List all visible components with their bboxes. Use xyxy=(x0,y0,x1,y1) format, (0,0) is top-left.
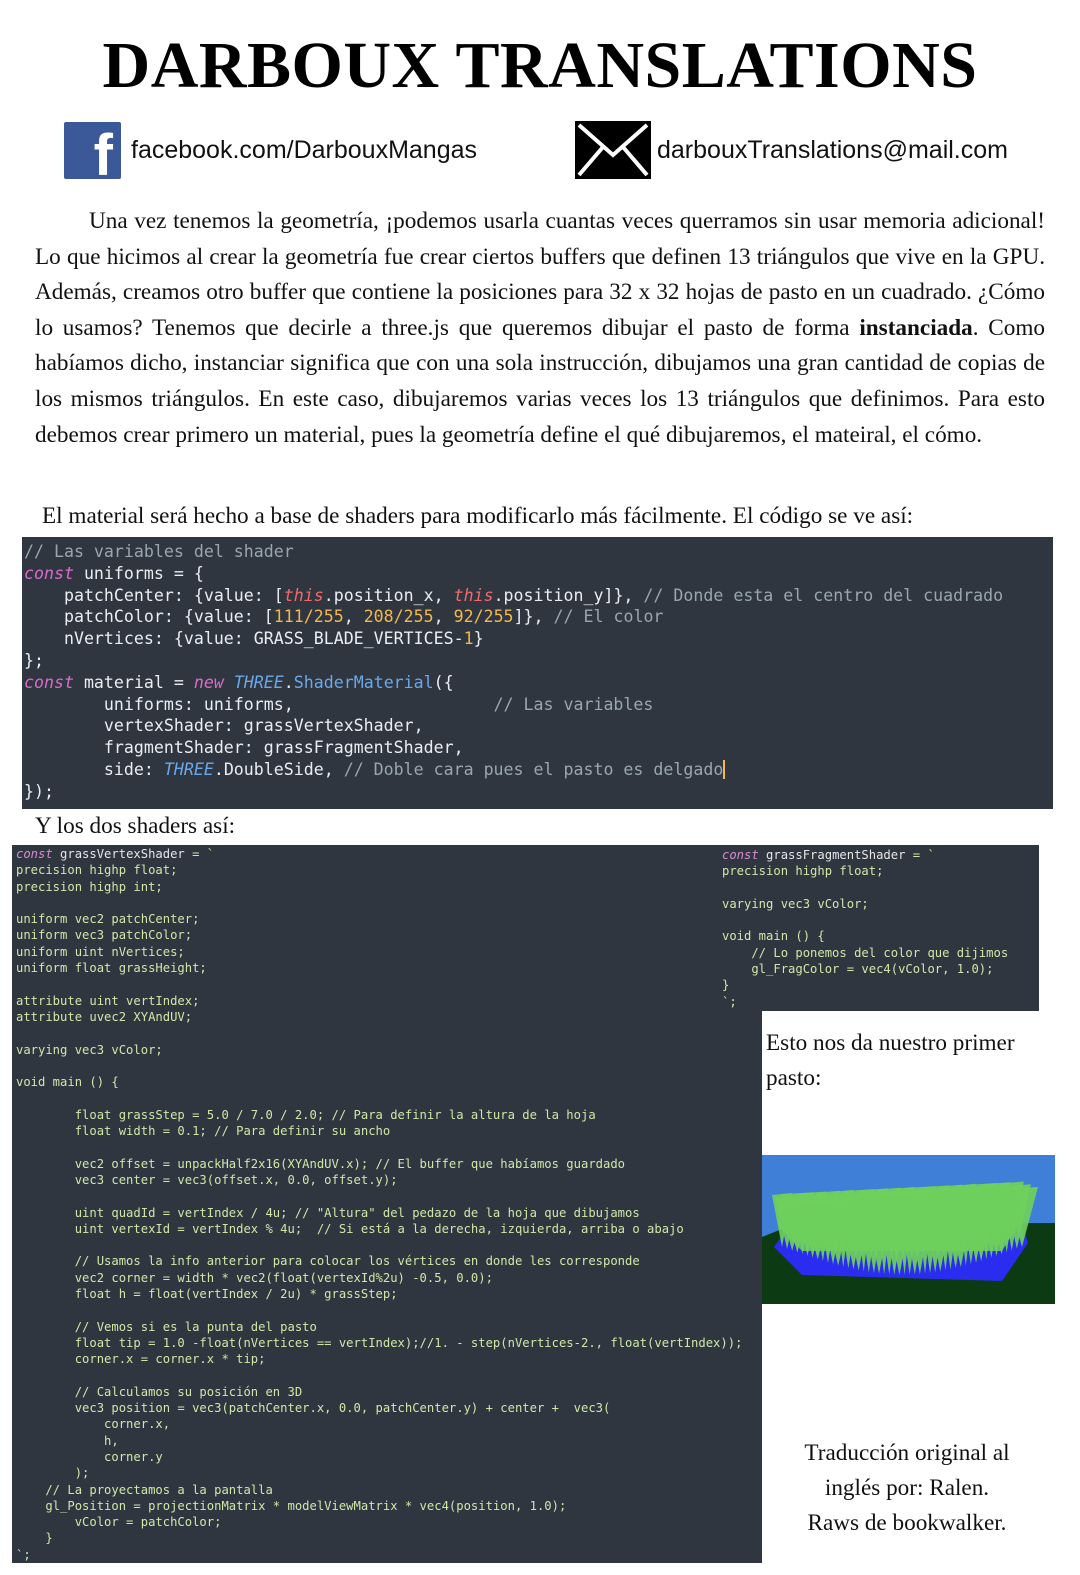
body-paragraph xyxy=(35,204,1045,453)
code-line: precision highp float; xyxy=(16,863,178,878)
code-line xyxy=(16,1058,762,1074)
code-line: vertexShader: grassVertexShader, xyxy=(24,716,424,736)
code-line: } xyxy=(722,978,730,993)
code-line: } xyxy=(16,1531,53,1546)
code-line xyxy=(16,1139,762,1155)
code-line: gl_Position = projectionMatrix * modelViewMatrix * vec4(position, 1.0); xyxy=(16,1498,567,1513)
code-line: uniform float grassHeight; xyxy=(16,961,207,976)
code-line: vColor = patchColor; xyxy=(16,1515,222,1530)
code-line: const uniforms = { xyxy=(24,563,204,583)
facebook-link[interactable]: facebook.com/DarbouxMangas xyxy=(131,135,478,164)
code-line: float width = 0.1; // Para definir su ancho xyxy=(16,1124,391,1139)
code-line xyxy=(16,1368,762,1384)
code-line: fragmentShader: grassFragmentShader, xyxy=(24,738,464,758)
code-line xyxy=(16,1237,762,1253)
code-line: h, xyxy=(16,1433,119,1448)
code-line: corner.y xyxy=(16,1449,163,1464)
code-line: attribute uint vertIndex; xyxy=(16,993,200,1008)
code-line xyxy=(16,1188,762,1204)
code-line: uniform vec2 patchCenter; xyxy=(16,912,200,927)
code-line xyxy=(16,895,762,911)
code-line: precision highp float; xyxy=(722,864,884,879)
code-line: // Vemos si es la punta del pasto xyxy=(16,1319,317,1334)
email-contact[interactable] xyxy=(575,120,1008,180)
credits xyxy=(772,1436,1042,1541)
code-line: }); xyxy=(24,781,54,801)
code-line: float h = float(vertIndex / 2u) * grassStep; xyxy=(16,1287,398,1302)
code-line xyxy=(16,1090,762,1106)
envelope-icon xyxy=(575,121,651,179)
material-code-block xyxy=(22,537,1053,809)
vertex-shader-code-block xyxy=(12,845,762,1563)
code-line: // Lo ponemos del color que dijimos xyxy=(722,945,1009,960)
credits-line: inglés por: Ralen. xyxy=(824,1475,990,1501)
code-line: // Calculamos su posición en 3D xyxy=(16,1384,303,1399)
code-line: attribute uvec2 XYAndUV; xyxy=(16,1009,193,1024)
credits-line: Traducción original al xyxy=(804,1440,1010,1466)
code-line: nVertices: {value: GRASS_BLADE_VERTICES-1} xyxy=(24,629,484,649)
code-line: }; xyxy=(24,650,44,670)
paragraph-text-1: Una vez tenemos la geometría, ¡podemos usarla cuantas veces querramos sin usar memoria adicional! Lo que hicimos al crear la geometría fue crear ciertos buffers que definen 13 triángulos que vive en la GPU. Además, creamos otro buffer que contiene la posiciones para 32 x 32 hojas de pasto en un cuadrado. ¿Cómo lo usamos? Tenemos que decirle a three.js que queremos dibujar el pasto de forma xyxy=(35,208,1045,341)
email-address[interactable]: darbouxTranslations@mail.com xyxy=(657,135,1008,164)
code-line: // Las variables del shader xyxy=(24,542,294,561)
code-line: const grassVertexShader = ` xyxy=(16,847,215,861)
code-line xyxy=(722,912,1039,928)
code-line xyxy=(16,976,762,992)
code-line: void main () { xyxy=(16,1075,119,1090)
code-line: ); xyxy=(16,1466,90,1481)
code-line: patchColor: {value: [111/255, 208/255, 92/255]}, // El color xyxy=(24,607,664,627)
paragraph-bold-term: instanciada xyxy=(859,314,973,341)
code-line: uint vertexId = vertIndex % 4u; // Si está a la derecha, izquierda, arriba o abajo xyxy=(16,1221,684,1236)
code-line: uniform vec3 patchColor; xyxy=(16,928,193,943)
code-line: vec2 offset = unpackHalf2x16(XYAndUV.x); // El buffer que habíamos guardado xyxy=(16,1156,626,1171)
code-line: // Usamos la info anterior para colocar los vértices en donde les corresponde xyxy=(16,1254,640,1269)
code-line: varying vec3 vColor; xyxy=(722,896,869,911)
grass-render-image xyxy=(762,1155,1055,1304)
code-line: vec3 position = vec3(patchCenter.x, 0.0, patchCenter.y) + center + vec3( xyxy=(16,1401,611,1416)
code-line xyxy=(16,1025,762,1041)
code-intro: El material será hecho a base de shaders para modificarlo más fácilmente. El código se ve así: xyxy=(42,503,914,529)
code-line: `; xyxy=(16,1547,31,1562)
shaders-label: Y los dos shaders así: xyxy=(35,813,236,839)
code-line: precision highp int; xyxy=(16,879,163,894)
code-line: float grassStep = 5.0 / 7.0 / 2.0; // Para definir la altura de la hoja xyxy=(16,1107,596,1122)
code-line: float tip = 1.0 -float(nVertices == vertIndex);//1. - step(nVertices-2., float(vertIndex)); xyxy=(16,1335,743,1350)
code-line: gl_FragColor = vec4(vColor, 1.0); xyxy=(722,962,994,977)
code-line: const material = new THREE.ShaderMaterial({ xyxy=(24,672,454,692)
code-line: patchCenter: {value: [this.position_x, this.position_y]}, // Donde esta el centro del cuadrado xyxy=(24,585,1004,605)
result-caption: Esto nos da nuestro primer pasto: xyxy=(766,1030,1015,1091)
code-line: side: THREE.DoubleSide, // Doble cara pues el pasto es delgado xyxy=(24,759,724,779)
paragraph-text-2: . Como habíamos dicho, instanciar significa que con una sola instrucción, dibujamos una gran cantidad de copias de los mismos triángulos. En este caso, dibujaremos varias veces los 13 triángulos que definimos. Para esto debemos crear primero un material, pues la geometría define el qué dibujaremos, el mateiral, el cómo. xyxy=(35,314,1045,448)
code-line xyxy=(722,880,1039,896)
facebook-contact[interactable] xyxy=(64,120,478,188)
credits-line: Raws de bookwalker. xyxy=(807,1510,1007,1536)
code-line: vec2 corner = width * vec2(float(vertexId%2u) -0.5, 0.0); xyxy=(16,1270,493,1285)
code-line: uniforms: uniforms, // Las variables xyxy=(24,694,654,714)
code-line: void main () { xyxy=(722,929,825,944)
code-line: vec3 center = vec3(offset.x, 0.0, offset.y); xyxy=(16,1172,398,1187)
code-line: corner.x, xyxy=(16,1417,171,1432)
code-line: uniform uint nVertices; xyxy=(16,944,185,959)
code-line: corner.x = corner.x * tip; xyxy=(16,1352,266,1367)
fragment-shader-code-block xyxy=(712,845,1039,1011)
code-line: uint quadId = vertIndex / 4u; // "Altura" del pedazo de la hoja que dibujamos xyxy=(16,1205,640,1220)
code-line: // La proyectamos a la pantalla xyxy=(16,1482,273,1497)
code-line: varying vec3 vColor; xyxy=(16,1042,163,1057)
code-line: const grassFragmentShader = ` xyxy=(722,848,935,862)
page-title: DARBOUX TRANSLATIONS xyxy=(102,29,978,102)
code-line: `; xyxy=(722,994,737,1009)
code-line xyxy=(16,1302,762,1318)
facebook-icon: f xyxy=(64,122,121,179)
